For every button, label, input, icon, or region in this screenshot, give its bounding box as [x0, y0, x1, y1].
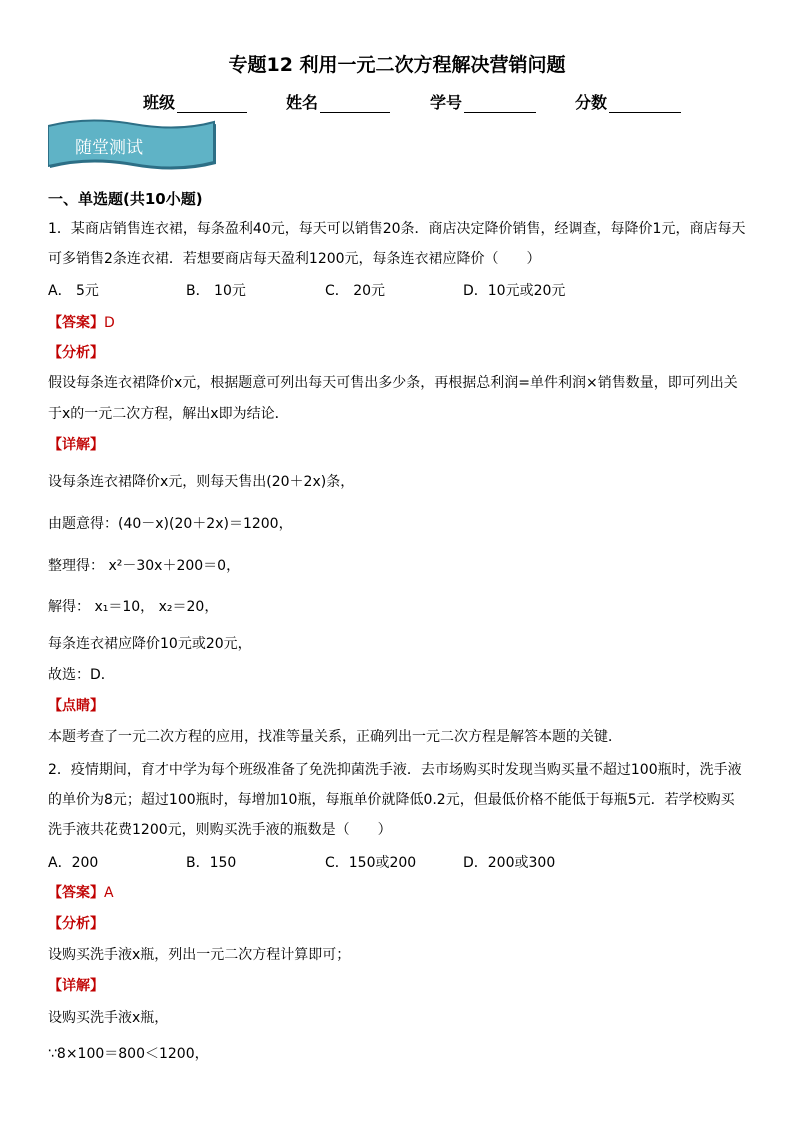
q2-answer-row [48, 882, 114, 902]
q1-answer-row [48, 312, 115, 332]
q2-option-d: D．200或300 [463, 855, 556, 871]
q1-answer-tag: 【答案】 [48, 315, 104, 331]
q2-option-b: B．150 [186, 855, 237, 871]
q1-detail-tag: 【详解】 [48, 437, 104, 453]
q2-analysis-tag: 【分析】 [48, 916, 104, 932]
q2-detail-line2: ∵8×100＝800＜1200， [48, 1046, 209, 1062]
q1-detail-line4: 解得： x₁＝10， x₂＝20， [48, 599, 219, 615]
class-field [143, 90, 247, 113]
q2-detail-tag: 【详解】 [48, 978, 104, 994]
score-blank [609, 95, 681, 113]
q1-comment-tag: 【点睛】 [48, 698, 104, 714]
q1-stem-line2: 可多销售2条连衣裙．若想要商店每天盈利1200元，每条连衣裙应降价（ ） [48, 251, 541, 267]
q2-stem-line1: 2．疫情期间，育才中学为每个班级准备了免洗抑菌洗手液．去市场购买时发现当购买量不超过100瓶时，洗手液 [48, 762, 742, 778]
q1-analysis-line1: 假设每条连衣裙降价x元，根据题意可列出每天可售出多少条，再根据总利润=单件利润×销售数量，即可列出关 [48, 375, 738, 391]
name-label: 姓名 [286, 93, 319, 112]
score-label: 分数 [575, 93, 608, 112]
name-field [286, 90, 390, 113]
q1-option-a: A． 5元 [48, 283, 99, 299]
q1-option-d: D．10元或20元 [463, 283, 566, 299]
page-title: 专题12 利用一元二次方程解决营销问题 [228, 54, 566, 76]
score-field [575, 90, 681, 113]
q1-option-b: B． 10元 [186, 283, 246, 299]
student-id-field [430, 90, 536, 113]
q1-detail-line3: 整理得： x²－30x＋200＝0， [48, 558, 241, 574]
q2-option-c: C．150或200 [325, 855, 417, 871]
q1-analysis-tag: 【分析】 [48, 345, 104, 361]
class-blank [177, 95, 247, 113]
q2-detail-line1: 设购买洗手液x瓶， [48, 1010, 169, 1026]
q2-analysis: 设购买洗手液x瓶，列出一元二次方程计算即可； [48, 947, 351, 963]
q1-answer: D [104, 315, 115, 331]
q1-detail-line6: 故选：D． [48, 667, 115, 683]
q1-analysis-line2: 于x的一元二次方程，解出x即为结论． [48, 406, 289, 422]
banner-label: 随堂测试 [75, 138, 143, 158]
student-id-blank [464, 95, 536, 113]
q1-comment: 本题考查了一元二次方程的应用，找准等量关系，正确列出一元二次方程是解答本题的关键． [48, 729, 622, 745]
section-heading: 一、单选题(共10小题) [48, 190, 203, 208]
q1-detail-line5: 每条连衣裙应降价10元或20元， [48, 636, 252, 652]
q1-stem-line1: 1．某商店销售连衣裙，每条盈利40元，每天可以销售20条．商店决定降价销售，经调查，每降价1元，商店每天 [48, 221, 746, 237]
q2-stem-line3: 洗手液共花费1200元，则购买洗手液的瓶数是（ ） [48, 822, 392, 838]
q2-answer-tag: 【答案】 [48, 885, 104, 901]
q1-detail-line2: 由题意得：(40－x)(20＋2x)＝1200， [48, 516, 293, 532]
q2-answer: A [104, 885, 114, 901]
name-blank [320, 95, 390, 113]
q1-option-c: C． 20元 [325, 283, 386, 299]
student-id-label: 学号 [430, 93, 463, 112]
class-label: 班级 [143, 93, 176, 112]
q2-stem-line2: 的单价为8元；超过100瓶时，每增加10瓶，每瓶单价就降低0.2元，但最低价格不能低于每瓶5元．若学校购买 [48, 792, 735, 808]
q1-detail-line1: 设每条连衣裙降价x元，则每天售出(20＋2x)条， [48, 474, 355, 490]
q2-option-a: A．200 [48, 855, 99, 871]
